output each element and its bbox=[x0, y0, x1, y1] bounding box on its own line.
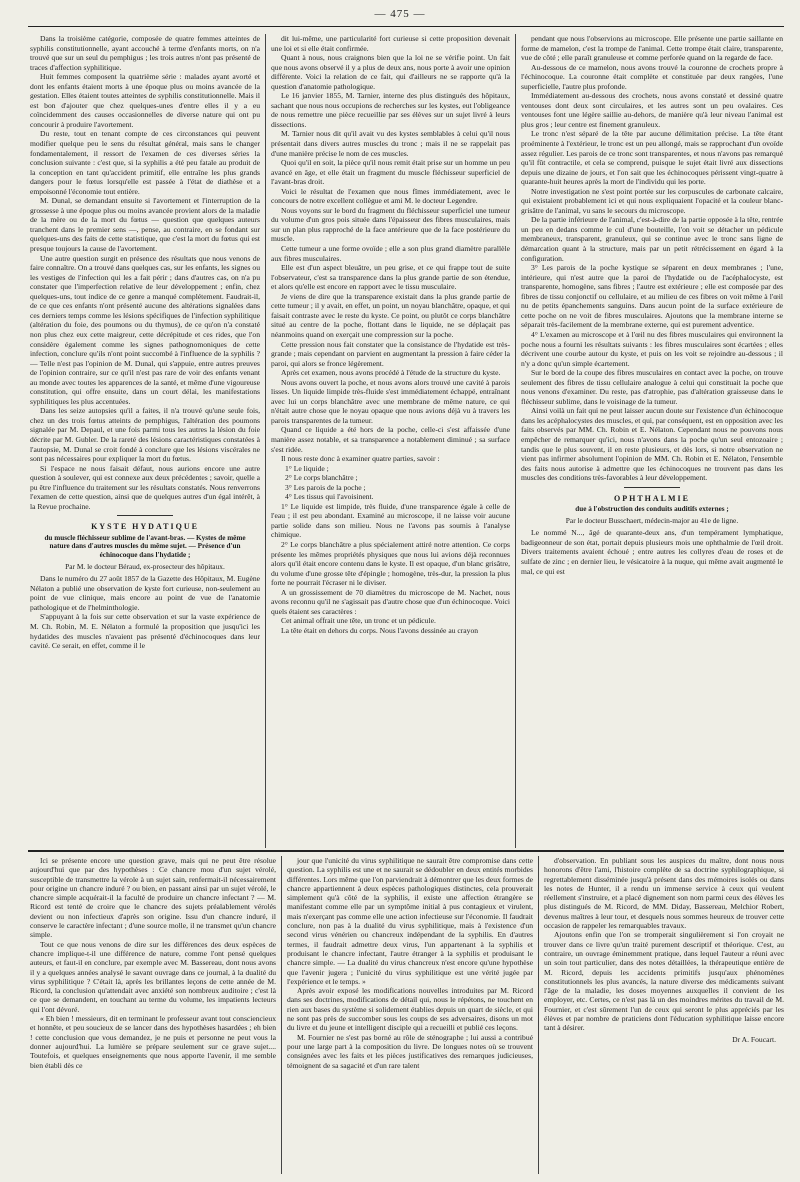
paragraph: 1° Le liquide est limpide, très fluide, d'une transparence égale à celle de l'eau ; il est peu abondant. Examiné au microscope, il ne laisse voir aucune partie solide dans son milieu. Nous ne l'avons pas soumis à l'analyse chimique. bbox=[271, 501, 510, 540]
paragraph: Quant à nous, nous craignons bien que la loi ne se vérifie point. Un fait que nous avons observé il y a plus de deux ans, nous porte à avoir une opinion différente. Voici la relation de ce fait, qui d'ailleurs ne se rapporte qu'à la question d'anatomie pathologique. bbox=[271, 53, 510, 91]
paragraph: Sur le bord de la coupe des fibres musculaires en contact avec la poche, on trouve seulement des fibres de tissu cellulaire analogue à celui qui constituait la poche que nous venons d'examiner. Du reste, pas d'atrophie, pas d'altération graisseuse dans le fléchisseur sublime, dans le voisinage de la tumeur. bbox=[521, 368, 783, 406]
paragraph: Nous avons ouvert la poche, et nous avons alors trouvé une cavité à parois lisses. Un liquide limpide très-fluide s'est immédiatement échappé, entraînant avec lui un corps blanchâtre avec une membrane de même nature, ce qui n'était autre chose que le noyau opaque que nous avions déjà vu à travers les parois transparentes de la tumeur. bbox=[271, 377, 510, 425]
paragraph: 1° Le liquide ; bbox=[285, 463, 329, 473]
page-number: — 475 — bbox=[374, 8, 426, 20]
paragraph: M. Fournier ne s'est pas borné au rôle de sténographe ; lui aussi a contribué pour une large part à la composition du livre. De longues notes où se trouvent consignées avec les faits et les pièces justificatives des remarques judicieuses, témoignent de sa sagacité et d'un rare talent bbox=[287, 1032, 533, 1070]
paragraph: 2° Le corps blanchâtre ; bbox=[285, 473, 358, 483]
col3-body bbox=[521, 34, 783, 483]
col1-body bbox=[30, 34, 260, 511]
feuilleton-rule bbox=[28, 850, 784, 852]
header-rule bbox=[28, 26, 784, 27]
paragraph: Ajoutons enfin que l'on se tromperait singulièrement si l'on croyait ne trouver dans ce livre qu'un traité purement descriptif et théorique. C'est, au contraire, un ouvrage éminemment pratique, dans lequel l'auteur a réuni avec un soin tout particulier, dans des notes détaillées, la thérapeutique entière de M. Ricord, depuis les accidents primitifs jusqu'aux phénomènes constitutionnels les plus avancés, la nature diverse des médicaments suivant l'âge de la maladie, les doses moyennes auxquelles il convient de les employer, etc. Certes, ce n'est pas là un des moindres mérites du travail de M. Fournier, et c'est sûrement l'un de ceux qui seront le plus appréciés par les élèves et par nombre de praticiens dont l'éducation syphilitique laisse encore tant à désirer. bbox=[544, 930, 784, 1033]
paragraph: Voici le résultat de l'examen que nous fîmes immédiatement, avec le concours de notre excellent collègue et ami M. le docteur Legendre. bbox=[271, 186, 510, 206]
section-subtitle-ophthalmie: due à l'obstruction des conduits auditifs externes ; bbox=[575, 505, 729, 514]
column-rule bbox=[265, 34, 266, 848]
paragraph: Immédiatement au-dessous des crochets, nous avons constaté et dessiné quatre ventouses dont deux sont circulaires, et les autres sont un peu ovalaires. Ces ventouses font une légère saillie au-dehors, de manière qu'à leur niveau l'animal est plus gros ; leur centre est finement granuleux. bbox=[521, 91, 783, 129]
byline-busschaert: Par le docteur Busschaert, médecin-major au 41e de ligne. bbox=[565, 515, 739, 525]
paragraph: Dans le numéro du 27 août 1857 de la Gazette des Hôpitaux, M. Eugène Nélaton a publié une observation de kyste fort curieuse, non-seulement au point de vue clinique, mais encore au point de vue de l'anatomie pathologique et de l'helminthologie. bbox=[30, 574, 260, 612]
paragraph: M. Dunal, se demandant ensuite si l'avortement et l'interruption de la grossesse à une époque plus ou moins avancée provient alors de la maladie de la mère ou de la mort du fœtus — question que quelques auteurs tranchent dans le premier sens —, pense, au contraire, en se fondant sur quelques-uns des faits de cette statistique, que c'est la mort du fœtus qui est presque toujours la cause de l'avortement. bbox=[30, 196, 260, 254]
paragraph: 4° L'examen au microscope et à l'œil nu des fibres musculaires qui environnent la poche nous a fourni les résultats suivants : les fibres musculaires sont écartées ; elles décrivent une courbe autour du kyste, et puis on les voit se rejoindre au-dessous ; il n'y a donc qu'un simple écartement. bbox=[521, 329, 783, 368]
paragraph: Du reste, tout en tenant compte de ces circonstances qui peuvent modifier quelque peu le sens du résultat général, mais sans le changer fondamentalement, il ressort de l'examen de ces diverses séries la conclusion suivante : c'est que, si la syphilis a été peu fatale au produit de la conception en tant qu'accident primitif, elle entraîne les plus grands dangers pour le fœtus lorsqu'elle est passée à l'état de diathèse et a empoisonné l'économie tout entière. bbox=[30, 129, 260, 196]
byline-beraud: Par M. le docteur Béraud, ex-prosecteur des hôpitaux. bbox=[65, 561, 225, 571]
paragraph: Après avoir exposé les modifications nouvelles introduites par M. Ricord dans ses doctrines, modifications de détail qui, nous le répétons, ne touchent en rien aux bases du système si solidement établies depuis un quart de siècle, et qui ne sont pas près de succomber sous les coups de ses adversaires, disons un mot du livre et du jeune et intelligent disciple qui a recueilli et publié ces leçons. bbox=[287, 986, 533, 1033]
column-rule bbox=[281, 856, 282, 1174]
paragraph: Cette pression nous fait constater que la consistance de l'hydatide est très-grande ; mais cependant on parvient en augmentant la pression à faire céder la paroi, qui alors se fronce légèrement. bbox=[271, 339, 510, 368]
paragraph: Le tronc n'est séparé de la tête par aucune délimitation précise. La tête étant proéminente à l'extérieur, le tronc est un peu allongé, mais se rapprochant d'un ovoïde assez régulier. Les parois de ce tronc sont transparentes, et nous n'avons pas remarqué qu'il fût contractile, et cela se comprend, puisque le sujet était livré aux dissections depuis une dizaine de jours, et l'on sait que les échinocoques périssent vingt-quatre à quarante-huit heures après la mort de l'individu qui les porte. bbox=[521, 129, 783, 187]
section-subtitle-kyste: du muscle fléchisseur sublime de l'avant-bras. — Kystes de même nature dans d'autres muscles du même sujet. — Présence d'un échinocoque dans l'hydatide ; bbox=[44, 533, 246, 560]
section-separator bbox=[624, 487, 680, 488]
paragraph: Ici se présente encore une question grave, mais qui ne peut être résolue aujourd'hui que par des hypothèses : Ce chancre mou d'un sujet vérolé, susceptible de transmettre la vérole à un sujet sain, renfermait-il nécessairement pour origine un chancre induré ? ou bien, en passant ainsi par un sujet vérolé, le chancre simple acquérait-il la faculté de produire un chancre infectant ? — M. Ricord est tenté de croire que le chancre des sujets préalablement vérolés devient ou non infectieux d'après son origine. Issu d'un chancre induré, il conserve le caractère infectant ; d'une source molle, il ne transmet qu'un chancre simple. bbox=[30, 856, 276, 940]
paragraph: Tout ce que nous venons de dire sur les différences des deux espèces de chancre implique-t-il une différence de nature, comme l'ont pensé quelques auteurs, et faut-il en conclure, par exemple avec M. Bassereau, dont nous avons il y a quelques années analysé le savant ouvrage dans ce journal, à la dualité du virus syphilitique ? C'était là, après les brillantes leçons de cette année de M. Ricord, la conclusion qu'attendait avec anxiété son nombreux auditoire ; c'est là ce que se demandent, en touchant au terme du volume, les impatients lecteurs qui l'ont dévoré. bbox=[30, 939, 276, 1014]
paragraph: Nous voyons sur le bord du fragment du fléchisseur superficiel une tumeur du volume d'un gros pois située dans l'épaisseur des fibres musculaires, mais sur un plan plus rapproché de la face antérieure que de la face postérieure du muscle. bbox=[271, 205, 510, 244]
paragraph: M. Tarnier nous dit qu'il avait vu des kystes semblables à celui qu'il nous présentait dans divers autres muscles du tronc ; mais il ne se rappelait pas d'une manière précise le nom de ces muscles. bbox=[271, 129, 510, 158]
paragraph: Quoi qu'il en soit, la pièce qu'il nous remit était prise sur un homme un peu avancé en âge, et elle était un fragment du muscle fléchisseur superficiel de l'avant-bras droit. bbox=[271, 158, 510, 187]
col2-body bbox=[271, 34, 510, 464]
feuilleton-col3-body bbox=[544, 856, 784, 1033]
feuilleton-column-3 bbox=[544, 856, 784, 1174]
paragraph: Le nommé N..., âgé de quarante-deux ans, d'un tempérament lymphatique, badigeonneur de son état, portait depuis plusieurs mois une ophthalmie de l'œil droit. Divers traitements avaient échoué ; entre autres les collyres d'eau de roses et de sulfate de zinc ; en dernier lieu, le vésicatoire à la nuque, qui même avait augmenté le mal, ce qui est bbox=[521, 528, 783, 576]
paragraph: Il nous reste donc à examiner quatre parties, savoir : bbox=[281, 454, 440, 464]
paragraph: Quand ce liquide a été hors de la poche, celle-ci s'est affaissée d'une manière assez notable, et sa transparence a notablement diminué ; sa surface s'est ridée. bbox=[271, 425, 510, 454]
column-rule bbox=[538, 856, 539, 1174]
col2-body-continued bbox=[271, 502, 510, 636]
paragraph: Dans les seize autopsies qu'il a faites, il n'a trouvé qu'une seule fois, chez un des trois fœtus atteints de pemphigus, l'altération des poumons signalée par M. Depaul, et une fois parmi tous les autres la lésion du foie décrite par M. Gubler. De la rareté des lésions caractéristiques constatées à l'autopsie, M. Dunal se croit fondé à conclure que les lésions viscérales ne sont pas nécessaires pour expliquer la mort du fœtus. bbox=[30, 406, 260, 464]
paragraph: pendant que nous l'observions au microscope. Elle présente une partie saillante en forme de mamelon, c'est la trompe de l'animal. Cette trompe était claire, transparente, vue de côté ; elle paraît granuleuse et comme perforée quand on la regarde de face. bbox=[521, 34, 783, 63]
paragraph: d'observation. En publiant sous les auspices du maître, dont nous nous honorons d'être l'ami, l'histoire complète de sa doctrine syphilographique, si regrettablement disséminée jusqu'à présent dans des mémoires isolés ou dans les notes de Hunter, il a rendu un immense service à ceux qui veulent réellement s'instruire, et a placé dignement son nom parmi ceux des élèves les plus distingués de M. Ricord, de MM. Diday, Bassereau, Melchior Robert, devenus maîtres à leur tour, et desquels nous sommes heureux de trouver cette occasion de rappeler les remarquables travaux. bbox=[544, 856, 784, 931]
paragraph: Une autre question surgit en présence des résultats que nous venons de faire connaître. On a trouvé dans quelques cas, sur les enfants, les signes ou les vestiges de l'infection qui les a fait périr ; dans d'autres cas, on n'a pu constater que l'imperfection relative de leur développement ; enfin, chez quelques-uns, tout indice de ce genre a manqué complétement. Faudrait-il, de ce que ces enfants n'ont présenté aucune des altérations signalées dans ces derniers temps comme les lésions spécifiques de l'infection syphilitique (altération du foie, des poumons ou du thymus), de ce qu'on n'a constaté non plus chez eux cette maigreur, cette décrépitude et ces rides, que l'on considère également comme les signes pathognomoniques de cette infection, conclure qu'ils n'ont point succombé à l'influence de la syphilis ? — Telle n'est pas l'opinion de M. Dunal, qui s'appuie, entre autres preuves de l'opinion contraire, sur ce qu'il n'est pas rare de voir des enfants venant au monde avec toutes les apparences de la santé, et même d'une vigoureuse constitution, qui offre ensuite, dans un court délai, les manifestations syphilitiques les plus accentuées. bbox=[30, 253, 260, 406]
paragraph: 3° Les parois de la poche kystique se séparent en deux membranes ; l'une, intérieure, qui n'est autre que la paroi de l'hydatide ou de l'acéphalocyste, est transparente, homogène, sans fibres ; l'autre est extérieure ; elle est composée par des fibres de tissu conjonctif ou cellulaire, et au milieu de ces fibres on voit même à l'œil nu de petits épanchements sanguins. Dans aucun point de la surface extérieure de cette poche on ne voit de fibres musculaires. Ajoutons que la membrane interne se séparait très-facilement de la membrane externe, qui est purement adventice. bbox=[521, 263, 783, 330]
paragraph: Si l'espace ne nous faisait défaut, nous aurions encore une autre question à soulever, qui est connexe aux deux précédentes ; savoir, quelle a pu être l'influence du traitement sur les résultats constatés. Nous renverrons l'examen de cette question, ainsi que de quelques autres d'un égal intérêt, à la Revue prochaine. bbox=[30, 463, 260, 511]
paragraph: La tête était en dehors du corps. Nous l'avons dessinée au crayon bbox=[281, 625, 479, 635]
col3-article-body bbox=[521, 528, 783, 576]
feuilleton-column-2 bbox=[287, 856, 533, 1174]
enumeration-list bbox=[271, 464, 510, 502]
paragraph: De la partie inférieure de l'animal, c'est-à-dire de la partie opposée à la tête, rentrée un peu en dedans comme le cul d'une bouteille, l'on voit se détacher un pédicule membraneux, transparent, granuleux, qui se continue avec le tronc sans ligne de démarcation quant à la structure, mais par un petit rétrécissement en égard à la configuration. bbox=[521, 215, 783, 263]
paragraph: 3° Les parois de la poche ; bbox=[285, 482, 366, 492]
paragraph: Dans la troisième catégorie, composée de quatre femmes atteintes de syphilis constitutionnelle, ayant accouché à terme d'enfants morts, on n'a trouvé que sur un seul du pemphigus ; les trois autres n'ont pas présenté de traces d'affection syphilitique. bbox=[30, 34, 260, 72]
column-rule bbox=[515, 34, 516, 848]
paragraph: 2° Le corps blanchâtre a plus spécialement attiré notre attention. Ce corps présente les mêmes propriétés physiques que nous lui avions déjà reconnues alors qu'il était encore contenu dans le kyste. Il est opaque, d'un blanc grisâtre, du volume d'une grosse tête d'épingle ; homogène, très-dur, la pression la plus forte ne pourrait l'écraser ni le diviser. bbox=[271, 539, 510, 588]
paragraph: Ainsi voilà un fait qui ne peut laisser aucun doute sur l'existence d'un échinocoque dans les acéphalocystes des muscles, et qui, par conséquent, est en opposition avec les faits observés par MM. Ch. Robin et E. Nélaton. Cependant nous ne pouvons nous empêcher de remarquer qu'ici, nous n'avons dans la poche qu'un seul entozoaire ; tandis que le plus souvent, il en reste plusieurs, et dès lors, si notre observation ne vient pas infirmer absolument l'opinion de MM. Ch. Robin et E. Nélaton, l'ensemble des faits nous autorise à admettre que les échinocoques ne trouvent pas dans les muscles des conditions très-favorables à leur développement. bbox=[521, 406, 783, 483]
paragraph: Notre investigation ne s'est point portée sur les corpuscules de carbonate calcaire, qui existaient probablement ici et qui nous expliquaient l'opacité et la couleur blanc-grisâtre de l'animal, vu sans le secours du microscope. bbox=[521, 186, 783, 215]
column-3 bbox=[521, 34, 783, 848]
signature: Dr A. Foucart. bbox=[732, 1034, 776, 1044]
paragraph: « Eh bien ! messieurs, dit en terminant le professeur avant tout consciencieux et honnête, et peu soucieux de se lancer dans des hypothèses hasardées ; eh bien ! cette conclusion que vous demandez, je ne puis et personne ne peut vous la donner aujourd'hui. La lumière se prépare seulement sur ce grave sujet.... Toutefois, et quelques enseignements que nous apporte l'avenir, il me semble bien établi dès ce bbox=[30, 1014, 276, 1070]
section-separator bbox=[117, 515, 173, 516]
paragraph: A un grossissement de 70 diamètres du microscope de M. Nachet, nous avons reconnu qu'il ne s'agissait pas d'autre chose que d'un échinocoque. Voici quels étaient ses caractères : bbox=[271, 587, 510, 616]
paragraph: Le 16 janvier 1855, M. Tarnier, interne des plus distingués des hôpitaux, sachant que nous nous occupions de recherches sur les kystes, eut l'obligeance de nous remettre une pièce recueillie par ses élèves sur un sujet livré à leurs dissections. bbox=[271, 91, 510, 129]
paragraph: Elle est d'un aspect bleuâtre, un peu grise, et ce qui frappe tout de suite l'observateur, c'est sa transparence dans la plus grande partie de son étendue, et alors qu'elle est encore en rapport avec le tissu musculaire. bbox=[271, 263, 510, 292]
paragraph: S'appuyant à la fois sur cette observation et sur la vaste expérience de M. Ch. Robin, M. E. Nélaton a formulé la proposition que jusqu'ici les hydatides des muscles n'avaient pas présenté d'échinocoques dans leur cavité. Ce serait, en effet, comme il le bbox=[30, 612, 260, 651]
paragraph: Je viens de dire que la transparence existait dans la plus grande partie de cette tumeur ; il y avait, en effet, un point, un noyau blanchâtre, opaque, et qui faisait contraste avec le reste du kyste. Ce point, ou plutôt ce corps blanchâtre situé au centre de la poche, flottant dans le liquide, ne se déplaçait pas néanmoins quand on exerçait une compression sur la poche. bbox=[271, 291, 510, 339]
section-title-kyste: KYSTE HYDATIQUE bbox=[91, 522, 199, 532]
feuilleton-column-1 bbox=[30, 856, 276, 1174]
paragraph: Cette tumeur a une forme ovoïde ; elle a son plus grand diamètre parallèle aux fibres musculaires. bbox=[271, 244, 510, 263]
paragraph: Après cet examen, nous avons procédé à l'étude de la structure du kyste. bbox=[281, 368, 501, 378]
column-2 bbox=[271, 34, 510, 848]
paragraph: Au-dessous de ce mamelon, nous avons trouvé la couronne de crochets propre à l'échinocoque. La couronne était complète et constituée par deux rangées, l'une superficielle, l'autre plus profonde. bbox=[521, 62, 783, 91]
section-title-ophthalmie: OPHTHALMIE bbox=[613, 493, 690, 503]
col1-article-body bbox=[30, 574, 260, 650]
column-1 bbox=[30, 34, 260, 848]
paragraph: Cet animal offrait une tête, un tronc et un pédicule. bbox=[281, 616, 436, 626]
paragraph: dit lui-même, une particularité fort curieuse si cette proposition devenait une loi et si elle était confirmée. bbox=[271, 34, 510, 53]
paragraph: jour que l'unicité du virus syphilitique ne saurait être compromise dans cette question. La syphilis est une et ne saurait se dédoubler en deux entités morbides différentes. Lors même que l'on parviendrait à démontrer que les deux formes de chancre appartiennent à deux espèces pathologiques distinctes, cela prouverait simplement qu'à côté de la syphilis, il existe une affection étrangère se manifestant comme elle par un symptôme initial à pus contagieux et virulent, mais n'exerçant pas comme elle une action infectieuse sur l'économie. Il faudrait conclure, non pas à la dualité du virus syphilitique, mais à l'existence d'un second virus vénérien ou chancreux indépendant de la syphilis. En d'autres termes, il faudrait admettre deux virus, l'un appartenant à la syphilis et produisant le chancre infectant, l'autre étranger à la syphilis et produisant le chancre simple. — La dualité du virus chancreux n'est encore qu'une hypothèse que l'avenir jugera ; l'unicité du virus syphilitique est une vérité jugée par l'expérience et le temps. » bbox=[287, 856, 533, 986]
paragraph: Huit femmes composent la quatrième série : malades ayant avorté et dont les enfants étaient morts à une époque plus ou moins avancée de la gestation. Elles étaient toutes atteintes de syphilis constitutionnelle. Mais il est bon d'ajouter que chez quelques-unes d'entre elles il y a eu coïncidemment des causes occasionnelles de diverse nature qui ont pu concourir à produire l'avortement. bbox=[30, 72, 260, 129]
paragraph: 4° Les tissus qui l'avoisinent. bbox=[285, 492, 374, 502]
